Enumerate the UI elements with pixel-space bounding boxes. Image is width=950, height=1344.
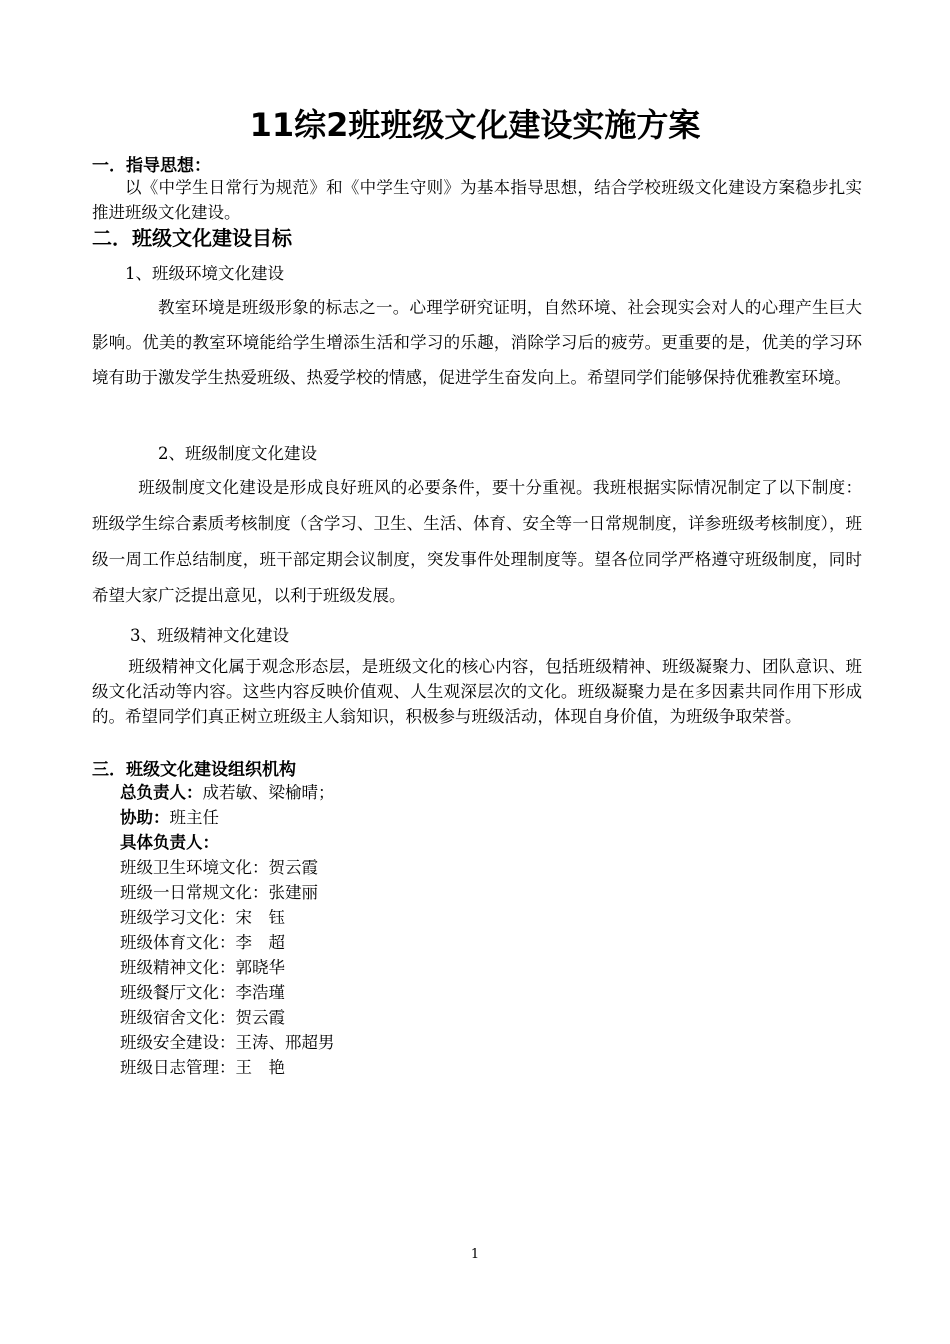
role-item: 班级安全建设：王涛、邢超男 <box>120 1033 335 1052</box>
lead-label: 总负责人： <box>120 783 203 802</box>
section2-sub3-text: 班级精神文化属于观念形态层，是班级文化的核心内容，包括班级精神、班级凝聚力、团队意识、班级文化活动等内容。这些内容反映价值观、人生观深层次的文化。班级凝聚力是在多因素共同作用下形成的。希望同学们真正树立班级主人翁知识，积极参与班级活动，体现自身价值，为班级争取荣誉。 <box>92 657 862 726</box>
role-item: 班级卫生环境文化：贺云霞 <box>120 858 318 877</box>
section2-heading: 二．班级文化建设目标 <box>92 226 292 250</box>
section2-sub1-heading: 1、班级环境文化建设 <box>125 264 284 283</box>
assist-label: 协助： <box>120 808 170 827</box>
assist-value: 班主任 <box>169 808 219 827</box>
role-item: 班级宿舍文化：贺云霞 <box>120 1008 285 1027</box>
section3-heading: 三．班级文化建设组织机构 <box>92 760 296 780</box>
role-item: 班级学习文化：宋 钰 <box>120 908 285 927</box>
document-title: 11综2班班级文化建设实施方案 <box>249 106 701 144</box>
section2-sub2-heading: 2、班级制度文化建设 <box>158 444 317 463</box>
section2-sub2-text: 班级制度文化建设是形成良好班风的必要条件，要十分重视。我班根据实际情况制定了以下制度：班级学生综合素质考核制度（含学习、卫生、生活、体育、安全等一日常规制度，详参班级考核制度），班级一周工作总结制度，班干部定期会议制度，突发事件处理制度等。望各位同学严格遵守班级制度，同时希望大家广泛提出意见，以利于班级发展。 <box>92 478 862 605</box>
lead-row <box>120 779 335 803</box>
section2-sub3-heading: 3、班级精神文化建设 <box>130 626 289 645</box>
page-number: 1 <box>470 1247 480 1262</box>
section2-sub1-text: 教室环境是班级形象的标志之一。心理学研究证明，自然环境、社会现实会对人的心理产生巨大影响。优美的教室环境能给学生增添生活和学习的乐趣，消除学习后的疲劳。更重要的是，优美的学习环境有助于激发学生热爱班级、热爱学校的情感，促进学生奋发向上。希望同学们能够保持优雅教室环境。 <box>92 298 862 387</box>
lead-value: 成若敏、梁榆晴； <box>202 783 335 802</box>
assist-row <box>120 804 219 828</box>
role-item: 班级精神文化：郭晓华 <box>120 958 285 977</box>
role-item: 班级餐厅文化：李浩瑾 <box>120 983 285 1002</box>
role-item: 班级一日常规文化：张建丽 <box>120 883 318 902</box>
role-item: 班级日志管理：王 艳 <box>120 1058 285 1077</box>
section1-text: 以《中学生日常行为规范》和《中学生守则》为基本指导思想，结合学校班级文化建设方案稳步扎实推进班级文化建设。 <box>92 178 862 222</box>
section1-heading: 一．指导思想： <box>92 156 211 176</box>
role-item: 班级体育文化：李 超 <box>120 933 285 952</box>
specific-label: 具体负责人： <box>120 833 219 852</box>
